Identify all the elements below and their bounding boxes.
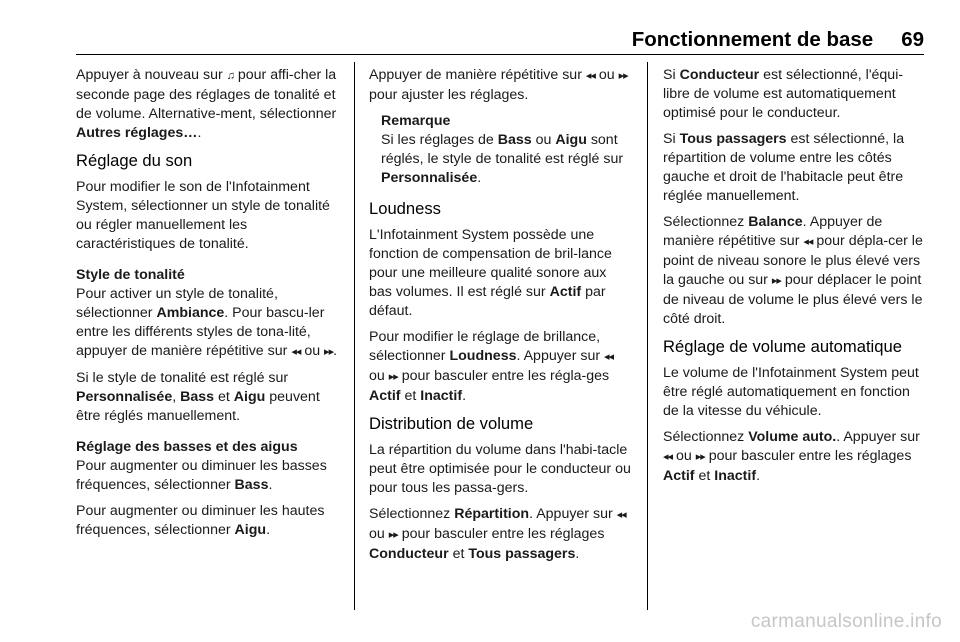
menu-term: Inactif: [420, 388, 463, 404]
text: Sélectionnez: [663, 429, 745, 445]
subheading-basses: Réglage des basses et des aigus: [76, 439, 298, 455]
menu-term: Ambiance: [156, 305, 225, 321]
paragraph-volume-auto-select: [663, 428, 927, 486]
text: . Appuyer sur: [516, 348, 601, 364]
fast-forward-icon: ▸▸: [388, 529, 398, 541]
column-2: [369, 66, 631, 571]
rewind-icon: ◂◂: [604, 351, 614, 363]
text: Si: [663, 67, 676, 83]
menu-term: Aigu: [233, 389, 266, 405]
page-number: 69: [901, 28, 924, 51]
text: .: [197, 125, 202, 141]
text: Pour activer un style de tonalité, sélectionner: [76, 286, 278, 321]
fast-forward-icon: ▸▸: [771, 275, 781, 287]
text: Si les réglages de: [381, 132, 494, 148]
column-divider-2: [647, 62, 648, 610]
text: ou: [535, 132, 552, 148]
text: Appuyer à nouveau sur: [76, 67, 223, 83]
menu-term: Tous passagers: [468, 546, 576, 562]
text: .: [462, 388, 467, 404]
fast-forward-icon: ▸▸: [695, 451, 705, 463]
section-heading-distribution: Distribution de volume: [369, 414, 534, 433]
menu-term: Conducteur: [369, 546, 449, 562]
text: pour déplacer le point de niveau de volume le plus élevé vers le côté droit.: [663, 272, 923, 327]
watermark: carmanualsonline.info: [750, 611, 942, 632]
header-title: Fonctionnement de base: [631, 28, 874, 51]
paragraph-brillance: [369, 328, 631, 406]
text: ou: [676, 448, 692, 464]
text: et: [698, 468, 711, 484]
menu-term: Autres réglages…: [76, 125, 198, 141]
text: . Appuyer sur: [836, 429, 920, 445]
text: pour basculer entre les régla-ges: [401, 368, 610, 384]
menu-term: Bass: [497, 132, 532, 148]
menu-term: Actif: [369, 388, 401, 404]
music-note-icon: ♫: [226, 70, 234, 82]
text: Pour modifier le réglage de brillance, sélectionner: [369, 329, 601, 364]
paragraph-repartition: [369, 505, 631, 564]
header-rule: [76, 54, 924, 55]
text: .: [575, 546, 580, 562]
text: sont réglés, le style de tonalité est réglé sur: [381, 132, 624, 167]
paragraph-style: [76, 285, 342, 362]
text: .: [477, 170, 482, 186]
paragraph-loudness: [369, 226, 631, 321]
menu-term: Actif: [663, 468, 695, 484]
text: pour basculer entre les réglages: [708, 448, 912, 464]
text: pour basculer entre les réglages: [401, 526, 605, 542]
text: .: [333, 343, 338, 359]
rewind-icon: ◂◂: [663, 451, 673, 463]
paragraph-distribution: La répartition du volume dans l'habi-tacle peut être optimisée pour le conducteur ou pour tous les passa-gers.: [369, 442, 631, 496]
text: pour ajuster les réglages.: [369, 87, 529, 103]
text: est sélectionné, la répartition de volume entre les côtés gauche et droit de l'habitacle peut être réglée manuellement.: [663, 131, 905, 204]
menu-term: Aigu: [555, 132, 587, 148]
text: L'Infotainment System possède une fonction de compensation de bril-lance pour une meilleure qualité sonore aux bas volumes. Il est réglé sur: [369, 227, 612, 300]
text: et: [404, 388, 417, 404]
menu-term: Balance: [748, 214, 803, 230]
rewind-icon: ◂◂: [803, 236, 813, 248]
text: pour dépla-cer le point de niveau sonore le plus élevé vers la gauche ou sur: [663, 233, 923, 288]
section-heading-loudness: Loudness: [369, 199, 441, 218]
menu-term: Aigu: [234, 522, 267, 538]
menu-term: Bass: [180, 389, 215, 405]
rewind-icon: ◂◂: [616, 509, 626, 521]
menu-term: Bass: [234, 477, 269, 493]
text: . Pour bascu-ler entre les différents styles de tona-lité, appuyer de manière répétitive sur: [76, 305, 325, 359]
section-heading-volume-auto: Réglage de volume automatique: [663, 337, 902, 356]
text: ou: [598, 67, 615, 83]
menu-term: Volume auto.: [748, 429, 837, 445]
note-title: Remarque: [381, 113, 451, 129]
text: .: [268, 477, 273, 493]
text: . Appuyer de manière répétitive sur: [663, 214, 883, 249]
text: Sélectionnez: [663, 214, 745, 230]
text: Sélectionnez: [369, 506, 451, 522]
menu-term: Tous passagers: [679, 131, 787, 147]
text: ou: [369, 368, 385, 384]
menu-term: Répartition: [454, 506, 530, 522]
text: ou: [369, 526, 385, 542]
paragraph-balance: [663, 213, 927, 329]
text: et: [218, 389, 230, 405]
paragraph-bass: [76, 457, 342, 495]
text: Pour augmenter ou diminuer les basses fréquences, sélectionner: [76, 458, 327, 493]
text: peuvent être réglés manuellement.: [76, 389, 320, 424]
section-heading-son: Réglage du son: [76, 151, 193, 170]
fast-forward-icon: ▸▸: [618, 70, 628, 82]
paragraph-son: Pour modifier le son de l'Infotainment System, sélectionner un style de tonalité ou régler manuellement les caractéristiques de tonalité.: [76, 179, 330, 252]
paragraph-personnalisee: [76, 369, 342, 426]
paragraph-tous-passagers: [663, 130, 927, 206]
menu-term: Personnalisée: [76, 389, 173, 405]
paragraph-volume-auto: Le volume de l'Infotainment System peut être réglé automatiquement en fonction de la vitesse du véhicule.: [663, 365, 919, 419]
rewind-icon: ◂◂: [291, 346, 301, 358]
note-box: [369, 112, 631, 188]
paragraph-aigu: [76, 502, 342, 540]
menu-term: Loudness: [449, 348, 517, 364]
text: et: [452, 546, 465, 562]
text: ou: [304, 343, 321, 359]
menu-term: Inactif: [714, 468, 757, 484]
text: Appuyer de manière répétitive sur: [369, 67, 582, 83]
text: Si le style de tonalité est réglé sur: [76, 370, 289, 386]
text: pour affi-cher la seconde page des réglages de tonalité et de volume. Alternative-ment, sélectionner: [76, 67, 337, 122]
text: ,: [172, 389, 177, 405]
paragraph-autres-reglages: [76, 66, 342, 143]
subheading-style: Style de tonalité: [76, 267, 185, 283]
paragraph-conducteur: [663, 66, 927, 123]
fast-forward-icon: ▸▸: [388, 371, 398, 383]
page-header: [76, 28, 924, 54]
text: . Appuyer sur: [529, 506, 613, 522]
text: est sélectionné, l'équi-libre de volume est automatiquement optimisé pour le conducteur.: [663, 67, 904, 121]
column-1: [76, 66, 342, 547]
rewind-icon: ◂◂: [585, 70, 595, 82]
text: par défaut.: [369, 284, 606, 319]
menu-term: Conducteur: [679, 67, 760, 83]
fast-forward-icon: ▸▸: [324, 346, 334, 358]
paragraph-ajuster: [369, 66, 631, 105]
column-3: [663, 66, 927, 493]
text: .: [756, 468, 761, 484]
text: Pour augmenter ou diminuer les hautes fréquences, sélectionner: [76, 503, 325, 538]
text: .: [266, 522, 271, 538]
menu-term: Actif: [549, 284, 582, 300]
text: Si: [663, 131, 676, 147]
column-divider-1: [354, 62, 355, 610]
menu-term: Personnalisée: [381, 170, 478, 186]
